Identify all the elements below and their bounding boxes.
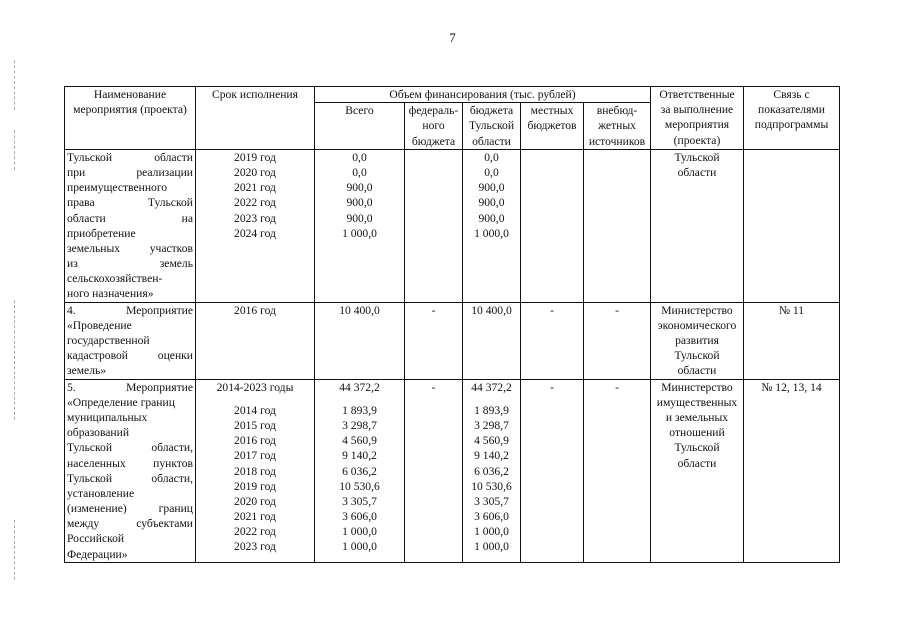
header-term: Срок исполнения (196, 87, 315, 150)
responsible-cell: Тульской области (651, 149, 744, 302)
funding-table (64, 86, 840, 563)
header-row (65, 87, 840, 103)
local-cell (521, 149, 584, 302)
offbudget-cell (584, 149, 651, 302)
responsible-cell: Министерство имущественных и земельных отношений Тульской области (651, 379, 744, 562)
total-cell: 10 400,0 (315, 302, 405, 379)
left-margin-marks (14, 60, 15, 110)
local-cell: - (521, 302, 584, 379)
term-cell: 2014-2023 годы 2014 год 2015 год 2016 год 2017 год 2018 год 2019 год 2020 год 2021 год 2022 год 2023 год (196, 379, 315, 562)
header-local: местных бюджетов (521, 103, 584, 150)
responsible-cell: Министерство экономического развития Тульской области (651, 302, 744, 379)
header-total: Всего (315, 103, 405, 150)
total-cell: 0,0 0,0 900,0 900,0 900,0 1 000,0 (315, 149, 405, 302)
left-margin-marks (14, 520, 15, 580)
activity-name: 5. Мероприятие «Определение границ муниципальных образований Тульской области, населенных пунктов Тульской области, установление (изменение) границ между субъектами Российской Федерации» (65, 379, 196, 562)
header-funding: Объем финансирования (тыс. рублей) (315, 87, 651, 103)
link-cell (744, 149, 840, 302)
table-row (65, 149, 840, 302)
term-cell: 2016 год (196, 302, 315, 379)
header-offbudget: внебюд- жетных источников (584, 103, 651, 150)
left-margin-marks (14, 130, 15, 170)
link-cell: № 11 (744, 302, 840, 379)
regional-cell: 10 400,0 (463, 302, 521, 379)
total-cell: 44 372,2 1 893,9 3 298,7 4 560,9 9 140,2 6 036,2 10 530,6 3 305,7 3 606,0 1 000,0 1 000,0 (315, 379, 405, 562)
term-cell: 2019 год 2020 год 2021 год 2022 год 2023 год 2024 год (196, 149, 315, 302)
activity-name: 4. Мероприятие «Проведение государственной кадастровой оценки земель» (65, 302, 196, 379)
local-cell: - (521, 379, 584, 562)
left-margin-marks (14, 300, 15, 420)
federal-cell: - (405, 302, 463, 379)
header-federal: федераль- ного бюджета (405, 103, 463, 150)
table-row (65, 302, 840, 379)
table-row (65, 379, 840, 562)
header-name: Наименование мероприятия (проекта) (65, 87, 196, 150)
header-regional: бюджета Тульской области (463, 103, 521, 150)
header-link: Связь с показателями подпрограммы (744, 87, 840, 150)
federal-cell (405, 149, 463, 302)
offbudget-cell: - (584, 302, 651, 379)
link-cell: № 12, 13, 14 (744, 379, 840, 562)
regional-cell: 44 372,2 1 893,9 3 298,7 4 560,9 9 140,2 6 036,2 10 530,6 3 305,7 3 606,0 1 000,0 1 000,0 (463, 379, 521, 562)
page-number: 7 (449, 30, 456, 45)
activity-name: Тульской области при реализации преимущественного права Тульской области на приобретение земельных участков из земель сельскохозяйствен- ного назначения» (65, 149, 196, 302)
offbudget-cell: - (584, 379, 651, 562)
regional-cell: 0,0 0,0 900,0 900,0 900,0 1 000,0 (463, 149, 521, 302)
federal-cell: - (405, 379, 463, 562)
header-responsible: Ответственные за выполнение мероприятия (проекта) (651, 87, 744, 150)
